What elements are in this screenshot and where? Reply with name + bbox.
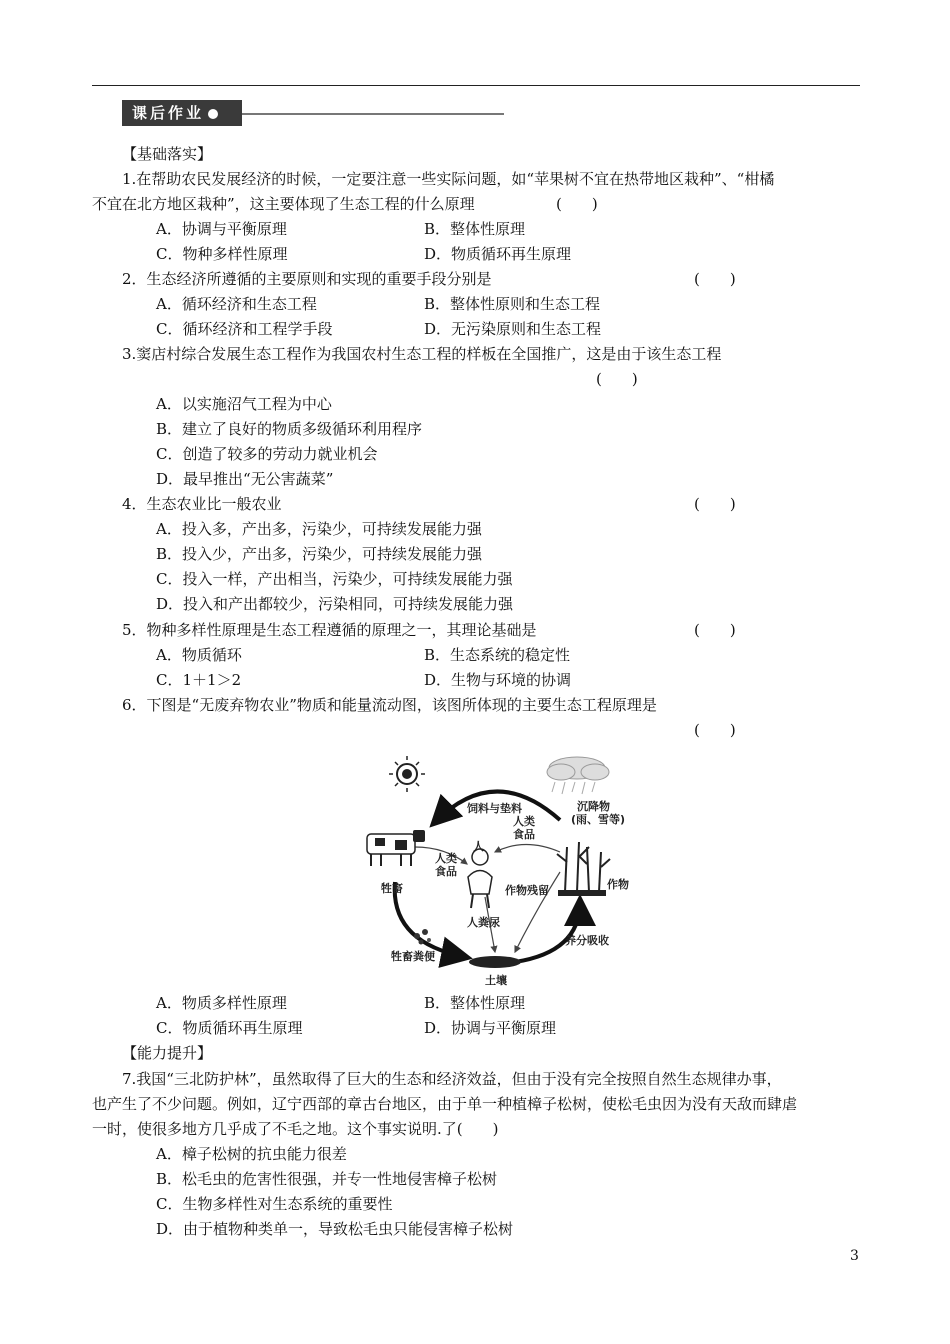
label-food-left2: 食品 bbox=[435, 865, 457, 878]
q2-option-a: A．循环经济和生态工程 bbox=[156, 295, 317, 313]
label-human: 人 bbox=[473, 840, 484, 853]
q5-answer-blank: ( ) bbox=[694, 621, 736, 639]
q7-option-b: B．松毛虫的危害性很强，并专一性地侵害樟子松树 bbox=[156, 1170, 498, 1188]
banner-rule bbox=[242, 113, 504, 115]
rain-cloud-icon bbox=[547, 757, 609, 794]
manure-arrow bbox=[395, 882, 465, 957]
q3-option-c: C．创造了较多的劳动力就业机会 bbox=[156, 445, 378, 463]
crop-food-arrow bbox=[495, 845, 560, 853]
q7-stem-line3: 一时，使很多地方几乎成了不毛之地。这个事实说明.了( ) bbox=[92, 1120, 499, 1138]
q3-option-d: D．最早推出“无公害蔬菜” bbox=[156, 470, 334, 488]
q4-option-c: C．投入一样，产出相当，污染少，可持续发展能力强 bbox=[156, 570, 513, 588]
q7-stem-line1: 7.我国“三北防护林”，虽然取得了巨大的生态和经济效益，但由于没有完全按照自然生态规律办事， bbox=[122, 1070, 782, 1088]
q5-option-a: A．物质循环 bbox=[156, 646, 242, 664]
cow-icon bbox=[367, 830, 425, 866]
q7-option-a: A．樟子松树的抗虫能力很差 bbox=[156, 1145, 347, 1163]
q7-option-d: D．由于植物种类单一，导致松毛虫只能侵害樟子松树 bbox=[156, 1220, 514, 1238]
q2-option-d: D．无污染原则和生态工程 bbox=[424, 320, 602, 338]
q1-option-b: B．整体性原理 bbox=[424, 220, 526, 238]
section-advanced-heading: 【能力提升】 bbox=[122, 1044, 213, 1062]
q3-answer-blank: ( ) bbox=[596, 370, 638, 388]
q6-answer-blank: ( ) bbox=[694, 721, 736, 739]
q1-answer-blank: ( ) bbox=[556, 195, 598, 213]
q3-option-b: B．建立了良好的物质多级循环利用程序 bbox=[156, 420, 423, 438]
q3-option-a: A．以实施沼气工程为中心 bbox=[156, 395, 332, 413]
label-soil: 土壤 bbox=[485, 974, 507, 987]
q5-stem: 5．物种多样性原理是生态工程遵循的原理之一，其理论基础是 bbox=[122, 621, 537, 639]
q4-answer-blank: ( ) bbox=[694, 495, 736, 513]
q7-stem-line2: 也产生了不少问题。例如，辽宁西部的章古台地区，由于单一种植樟子松树，使松毛虫因为没有天敌而肆虐 bbox=[92, 1095, 798, 1113]
label-urine: 人粪尿 bbox=[467, 916, 500, 929]
sun-icon bbox=[389, 756, 425, 792]
q5-option-c: C．1＋1＞2 bbox=[156, 671, 242, 689]
farming-cycle-diagram bbox=[355, 752, 640, 992]
q1-option-a: A．协调与平衡原理 bbox=[156, 220, 287, 238]
q4-option-d: D．投入和产出都较少，污染相同，可持续发展能力强 bbox=[156, 595, 514, 613]
homework-banner bbox=[122, 100, 242, 126]
top-rule bbox=[92, 85, 860, 86]
q6-option-b: B．整体性原理 bbox=[424, 994, 526, 1012]
q2-answer-blank: ( ) bbox=[694, 270, 736, 288]
q5-option-b: B．生态系统的稳定性 bbox=[424, 646, 571, 664]
banner-title: 课后作业 bbox=[132, 104, 205, 122]
label-precip1: 沉降物 bbox=[577, 800, 610, 813]
q6-option-c: C．物质循环再生原理 bbox=[156, 1019, 303, 1037]
label-absorb: 养分吸收 bbox=[565, 934, 609, 947]
label-feed: 饲料与垫料 bbox=[467, 802, 522, 815]
q6-option-a: A．物质多样性原理 bbox=[156, 994, 287, 1012]
label-food-right2: 食品 bbox=[513, 828, 535, 841]
soil-icon bbox=[469, 956, 521, 968]
page-number: 3 bbox=[850, 1248, 859, 1264]
label-livestock: 牲畜 bbox=[381, 882, 403, 895]
q6-stem: 6．下图是“无废弃物农业”物质和能量流动图，该图所体现的主要生态工程原理是 bbox=[122, 696, 657, 714]
manure-icon bbox=[414, 929, 431, 945]
section-basic-heading: 【基础落实】 bbox=[122, 145, 213, 163]
q2-option-b: B．整体性原则和生态工程 bbox=[424, 295, 601, 313]
person-icon bbox=[468, 849, 492, 908]
label-food-left1: 人类 bbox=[435, 852, 457, 865]
q6-option-d: D．协调与平衡原理 bbox=[424, 1019, 557, 1037]
q3-stem: 3.窦店村综合发展生态工程作为我国农村生态工程的样板在全国推广，这是由于该生态工程 bbox=[122, 345, 722, 363]
q4-option-a: A．投入多，产出多，污染少，可持续发展能力强 bbox=[156, 520, 482, 538]
label-food-right1: 人类 bbox=[513, 815, 535, 828]
q1-option-c: C．物种多样性原理 bbox=[156, 245, 288, 263]
q4-option-b: B．投入少，产出多，污染少，可持续发展能力强 bbox=[156, 545, 483, 563]
q1-stem-line1: 1.在帮助农民发展经济的时候，一定要注意一些实际问题，如“苹果树不宜在热带地区栽种”、“柑橘 bbox=[122, 170, 775, 188]
q2-option-c: C．循环经济和工程学手段 bbox=[156, 320, 333, 338]
q1-option-d: D．物质循环再生原理 bbox=[424, 245, 572, 263]
label-residue: 作物残留 bbox=[505, 884, 549, 897]
q5-option-d: D．生物与环境的协调 bbox=[424, 671, 572, 689]
bullet-icon bbox=[208, 109, 218, 119]
crops-icon bbox=[557, 842, 610, 896]
label-precip2: (雨、雪等) bbox=[571, 813, 626, 826]
q1-stem-line2: 不宜在北方地区栽种”，这主要体现了生态工程的什么原理 bbox=[92, 195, 475, 213]
label-crops: 作物 bbox=[607, 878, 629, 891]
label-manure: 牲畜粪便 bbox=[391, 950, 435, 963]
q7-option-c: C．生物多样性对生态系统的重要性 bbox=[156, 1195, 393, 1213]
q4-stem: 4．生态农业比一般农业 bbox=[122, 495, 282, 513]
q2-stem: 2．生态经济所遵循的主要原则和实现的重要手段分别是 bbox=[122, 270, 492, 288]
